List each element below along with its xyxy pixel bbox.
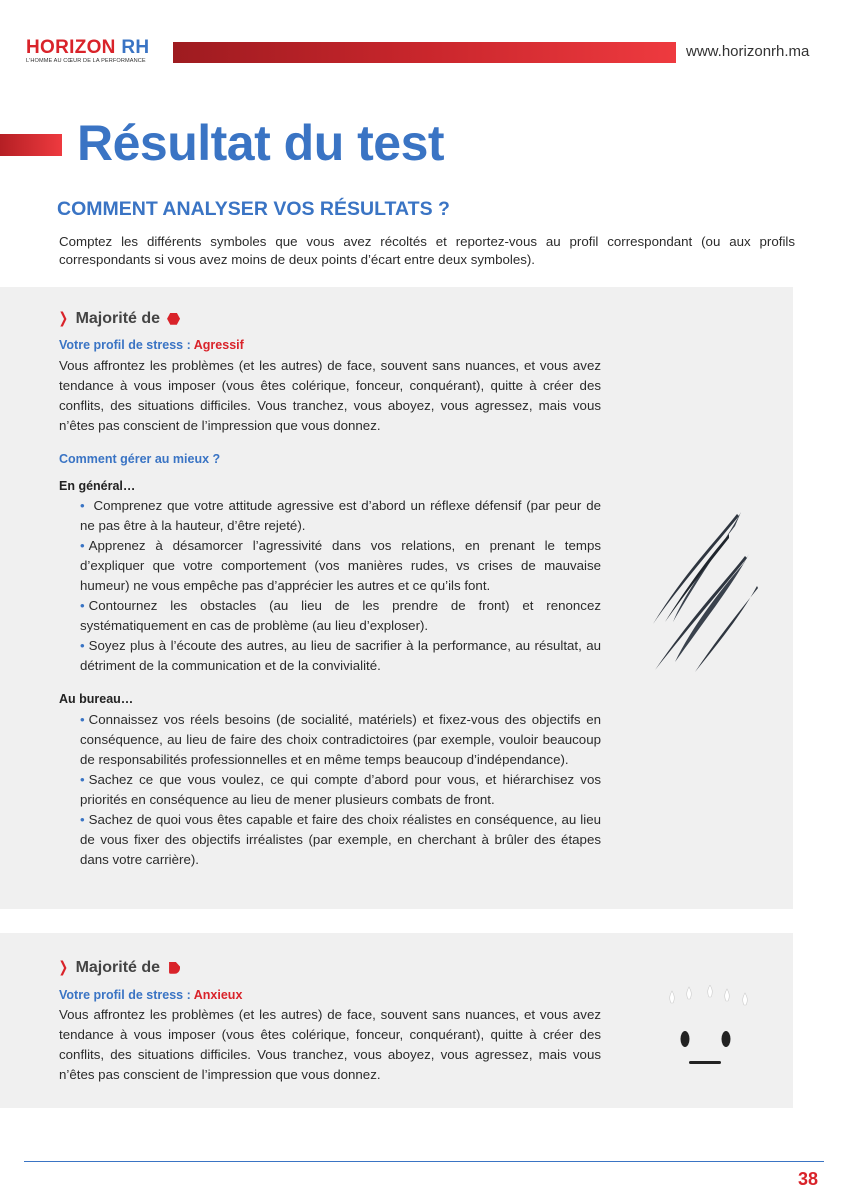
bullet-icon: • <box>80 812 85 827</box>
list-item: • Connaissez vos réels besoins (de socialité, matériels) et fixez-vous des objectifs en conséquence, au lieu de faire des choix contradictoires (par exemple, vouloir beaucoup de responsabilités professionnelles et en même temps beaucoup d’indépendance). <box>80 712 601 767</box>
office-advice-list <box>80 710 601 870</box>
brand-logo <box>26 38 149 64</box>
majority-label: Majorité de <box>75 959 161 976</box>
stress-profile-prefix: Votre profil de stress : <box>59 338 191 352</box>
majority-label: Majorité de <box>75 310 161 327</box>
list-item: • Sachez de quoi vous êtes capable et faire des choix réalistes en conséquence, au lieu de vous fixer des objectifs irréalistes (par exemple, en cherchant à brûler des étapes dans votre carrière). <box>80 812 601 867</box>
logo-word-horizon: HORIZON <box>26 37 116 58</box>
chevron-right-icon: ❯ <box>58 310 69 327</box>
general-advice-list <box>80 496 601 676</box>
stress-profile-name: Anxieux <box>193 988 243 1002</box>
bullet-icon: • <box>80 772 85 787</box>
bullet-icon: • <box>80 712 85 727</box>
list-item: • Comprenez que votre attitude agressive est d’abord un réflexe défensif (par peur de ne pas être à la hauteur, d’être rejeté). <box>80 498 601 533</box>
profile-description: Vous affrontez les problèmes (et les autres) de face, souvent sans nuances, et vous avez tendance à vous imposer (vous êtes colérique, fonceur, conquérant), quitte à créer des conflits, des situations difficiles. Vous tranchez, vous aboyez, vous agressez, mais vous n’êtes pas conscient de l’impression que vous donnez. <box>59 1007 601 1082</box>
office-heading: Au bureau… <box>59 692 134 706</box>
title-accent-bar <box>0 134 62 156</box>
intro-paragraph: Comptez les différents symboles que vous avez récoltés et reportez-vous au profil correspondant (ou aux profils correspondants si vous avez moins de deux points d’écart entre deux symboles). <box>59 234 795 267</box>
manage-heading: Comment gérer au mieux ? <box>59 452 221 466</box>
footer-divider <box>24 1161 824 1162</box>
profile-description: Vous affrontez les problèmes (et les autres) de face, souvent sans nuances, et vous avez tendance à vous imposer (vous êtes colérique, fonceur, conquérant), quitte à créer des conflits, des situations difficiles. Vous tranchez, vous aboyez, vous agressez, mais vous n’êtes pas conscient de l’impression que vous donnez. <box>59 358 601 433</box>
majority-heading-anxious <box>57 958 180 977</box>
logo-tagline: L'HOMME AU CŒUR DE LA PERFORMANCE <box>26 58 146 64</box>
bullet-icon: • <box>80 538 85 553</box>
website-url[interactable]: www.horizonrh.ma <box>686 43 810 60</box>
red-hexagon-icon <box>167 313 180 325</box>
page-title: Résultat du test <box>77 115 445 171</box>
majority-heading-aggressive <box>57 309 180 328</box>
header-red-bar <box>173 42 676 63</box>
bullet-icon: • <box>80 638 85 653</box>
worried-face-icon <box>662 985 752 1067</box>
red-leaf-icon <box>169 962 180 974</box>
list-item: • Contournez les obstacles (au lieu de les prendre de front) et renoncez systématiquement en cas de problème (au lieu d’exploser). <box>80 598 601 633</box>
page-number: 38 <box>798 1169 819 1189</box>
list-item: • Apprenez à désamorcer l’agressivité dans vos relations, en prenant le temps d’expliquer que votre comportement (vos manières rudes, vs crises de mauvaise humeur) ne vous empêche pas d’apprécier les autres et ce qu’ils font. <box>80 538 601 593</box>
stress-profile-prefix: Votre profil de stress : <box>59 988 191 1002</box>
stress-profile-name: Agressif <box>193 338 244 352</box>
list-item: • Soyez plus à l’écoute des autres, au lieu de sacrifier à la performance, au résultat, au détriment de la communication et de la convivialité. <box>80 638 601 673</box>
bullet-icon: • <box>80 498 85 513</box>
logo-word-rh: RH <box>121 37 150 58</box>
general-heading: En général… <box>59 479 136 493</box>
chevron-right-icon: ❯ <box>58 959 69 976</box>
stress-profile-line <box>59 338 244 352</box>
claw-marks-icon <box>645 512 760 672</box>
logo-wordmark <box>26 38 149 57</box>
list-item: • Sachez ce que vous voulez, ce qui compte d’abord pour vous, et hiérarchisez vos priorités en conséquence au lieu de mener plusieurs combats de front. <box>80 772 601 807</box>
section-subtitle: COMMENT ANALYSER VOS RÉSULTATS ? <box>57 198 450 220</box>
stress-profile-line <box>59 988 242 1002</box>
bullet-icon: • <box>80 598 85 613</box>
